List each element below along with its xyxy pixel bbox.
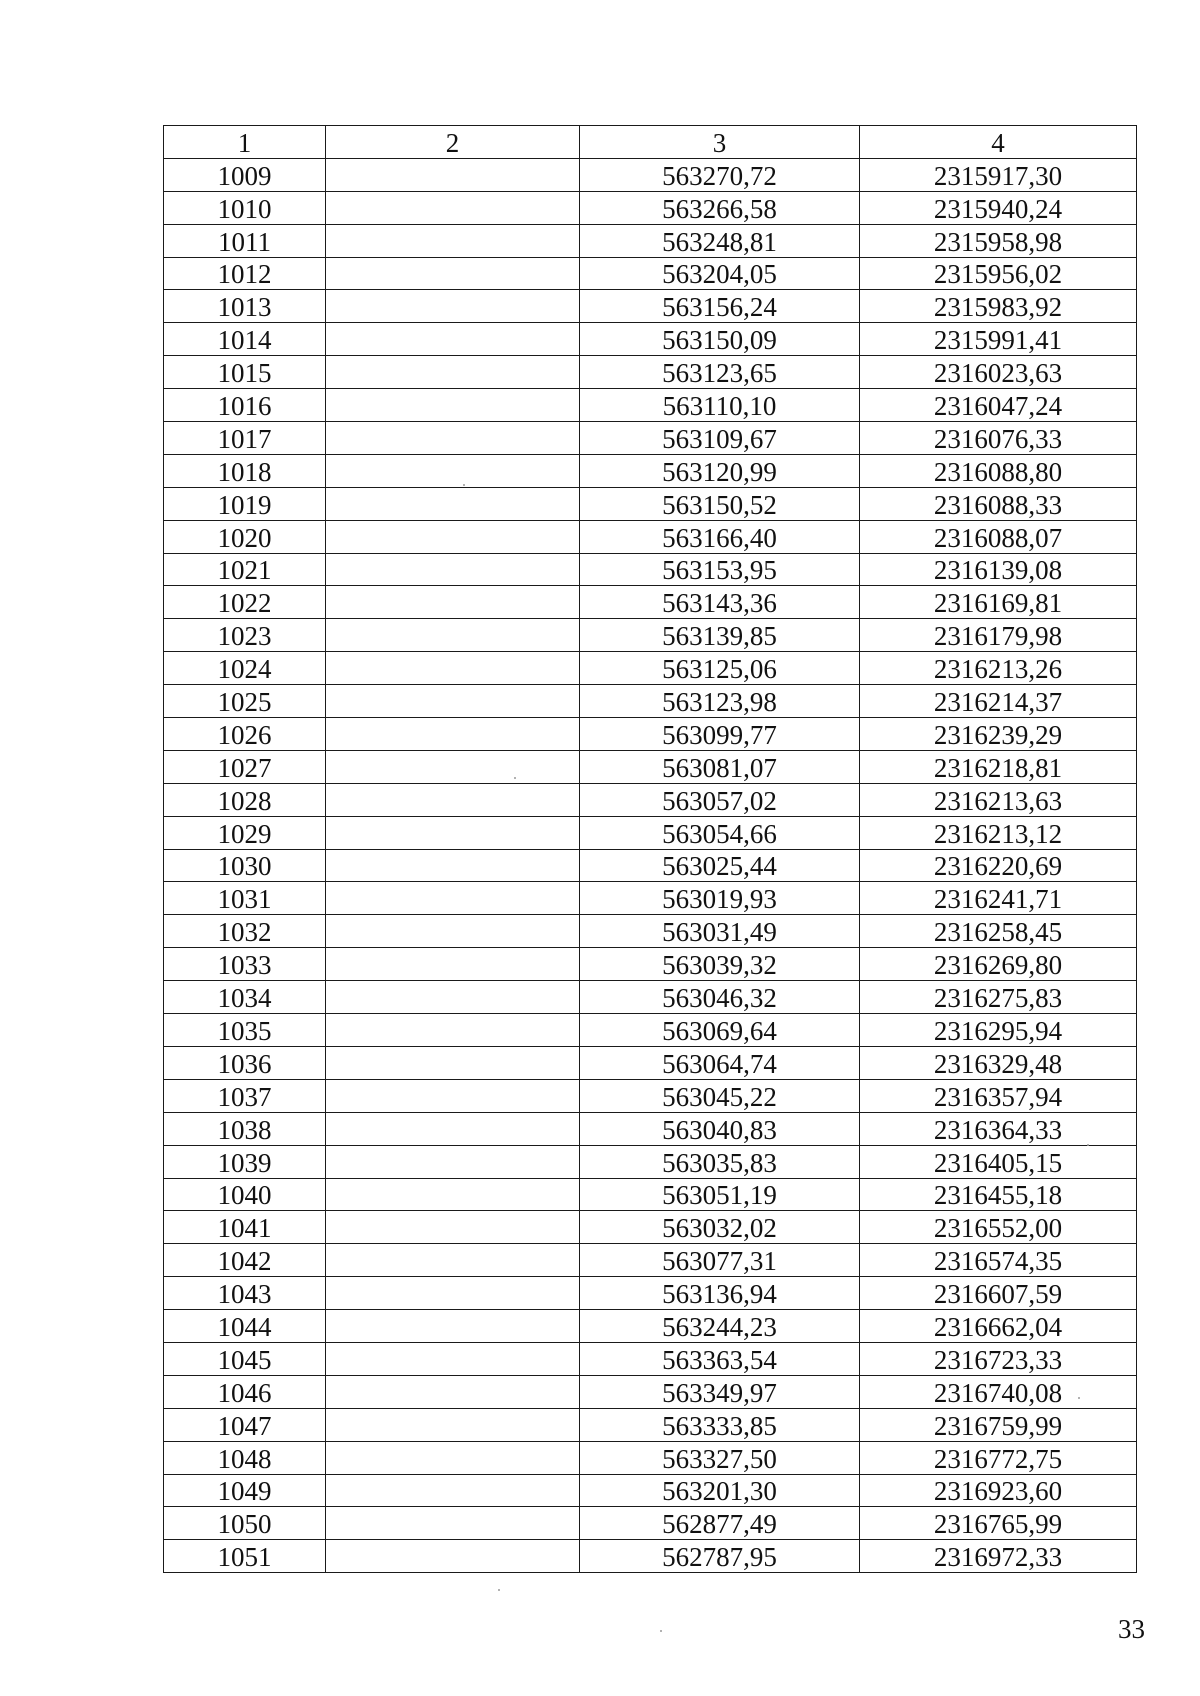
description-cell <box>326 1507 580 1540</box>
page-number: 33 <box>1118 1614 1145 1644</box>
description-cell <box>326 158 580 191</box>
x-coordinate-cell: 563139,85 <box>580 619 860 652</box>
table-row <box>164 1540 1137 1573</box>
y-coordinate-cell: 2315983,92 <box>860 290 1137 323</box>
description-cell <box>326 520 580 553</box>
description-cell <box>326 454 580 487</box>
table-row <box>164 1474 1137 1507</box>
header-row <box>164 126 1137 159</box>
table-row <box>164 422 1137 455</box>
table-row <box>164 1277 1137 1310</box>
description-cell <box>326 1112 580 1145</box>
y-coordinate-cell: 2316455,18 <box>860 1178 1137 1211</box>
table-header <box>164 126 1137 159</box>
y-coordinate-cell: 2316088,80 <box>860 454 1137 487</box>
point-number-cell: 1040 <box>164 1178 326 1211</box>
point-number-cell: 1034 <box>164 981 326 1014</box>
x-coordinate-cell: 563270,72 <box>580 158 860 191</box>
table-row <box>164 553 1137 586</box>
description-cell <box>326 224 580 257</box>
y-coordinate-cell: 2316220,69 <box>860 849 1137 882</box>
table-row <box>164 356 1137 389</box>
table-row <box>164 1046 1137 1079</box>
coordinates-table <box>163 125 1137 1573</box>
table-row <box>164 981 1137 1014</box>
y-coordinate-cell: 2315991,41 <box>860 323 1137 356</box>
scan-speck <box>514 777 516 779</box>
x-coordinate-cell: 563349,97 <box>580 1375 860 1408</box>
x-coordinate-cell: 563081,07 <box>580 750 860 783</box>
description-cell <box>326 685 580 718</box>
table-row <box>164 257 1137 290</box>
description-cell <box>326 1244 580 1277</box>
table-row <box>164 487 1137 520</box>
x-coordinate-cell: 563201,30 <box>580 1474 860 1507</box>
point-number-cell: 1045 <box>164 1342 326 1375</box>
description-cell <box>326 1342 580 1375</box>
table-row <box>164 1014 1137 1047</box>
point-number-cell: 1015 <box>164 356 326 389</box>
point-number-cell: 1020 <box>164 520 326 553</box>
y-coordinate-cell: 2316740,08 <box>860 1375 1137 1408</box>
x-coordinate-cell: 563363,54 <box>580 1342 860 1375</box>
point-number-cell: 1009 <box>164 158 326 191</box>
point-number-cell: 1044 <box>164 1310 326 1343</box>
table-row <box>164 454 1137 487</box>
x-coordinate-cell: 563109,67 <box>580 422 860 455</box>
description-cell <box>326 1178 580 1211</box>
table-row <box>164 1408 1137 1441</box>
point-number-cell: 1041 <box>164 1211 326 1244</box>
point-number-cell: 1035 <box>164 1014 326 1047</box>
table-row <box>164 915 1137 948</box>
point-number-cell: 1025 <box>164 685 326 718</box>
y-coordinate-cell: 2316269,80 <box>860 948 1137 981</box>
y-coordinate-cell: 2316088,33 <box>860 487 1137 520</box>
table-row <box>164 290 1137 323</box>
point-number-cell: 1051 <box>164 1540 326 1573</box>
point-number-cell: 1022 <box>164 586 326 619</box>
point-number-cell: 1046 <box>164 1375 326 1408</box>
x-coordinate-cell: 563077,31 <box>580 1244 860 1277</box>
description-cell <box>326 1474 580 1507</box>
x-coordinate-cell: 563136,94 <box>580 1277 860 1310</box>
y-coordinate-cell: 2316213,63 <box>860 783 1137 816</box>
description-cell <box>326 981 580 1014</box>
point-number-cell: 1026 <box>164 718 326 751</box>
y-coordinate-cell: 2316759,99 <box>860 1408 1137 1441</box>
x-coordinate-cell: 563150,52 <box>580 487 860 520</box>
x-coordinate-cell: 563327,50 <box>580 1441 860 1474</box>
description-cell <box>326 191 580 224</box>
point-number-cell: 1050 <box>164 1507 326 1540</box>
table-row <box>164 1145 1137 1178</box>
table-row <box>164 718 1137 751</box>
y-coordinate-cell: 2315940,24 <box>860 191 1137 224</box>
description-cell <box>326 586 580 619</box>
y-coordinate-cell: 2316088,07 <box>860 520 1137 553</box>
y-coordinate-cell: 2316364,33 <box>860 1112 1137 1145</box>
y-coordinate-cell: 2316023,63 <box>860 356 1137 389</box>
table-row <box>164 849 1137 882</box>
y-coordinate-cell: 2316275,83 <box>860 981 1137 1014</box>
table-row <box>164 1244 1137 1277</box>
table-row <box>164 1079 1137 1112</box>
y-coordinate-cell: 2316765,99 <box>860 1507 1137 1540</box>
x-coordinate-cell: 563032,02 <box>580 1211 860 1244</box>
y-coordinate-cell: 2316574,35 <box>860 1244 1137 1277</box>
description-cell <box>326 783 580 816</box>
point-number-cell: 1012 <box>164 257 326 290</box>
x-coordinate-cell: 563166,40 <box>580 520 860 553</box>
x-coordinate-cell: 563120,99 <box>580 454 860 487</box>
point-number-cell: 1023 <box>164 619 326 652</box>
y-coordinate-cell: 2316258,45 <box>860 915 1137 948</box>
description-cell <box>326 1408 580 1441</box>
x-coordinate-cell: 563248,81 <box>580 224 860 257</box>
table-row <box>164 224 1137 257</box>
y-coordinate-cell: 2316405,15 <box>860 1145 1137 1178</box>
description-cell <box>326 948 580 981</box>
point-number-cell: 1018 <box>164 454 326 487</box>
description-cell <box>326 422 580 455</box>
x-coordinate-cell: 563123,65 <box>580 356 860 389</box>
point-number-cell: 1048 <box>164 1441 326 1474</box>
point-number-cell: 1043 <box>164 1277 326 1310</box>
table-row <box>164 1441 1137 1474</box>
point-number-cell: 1014 <box>164 323 326 356</box>
y-coordinate-cell: 2315958,98 <box>860 224 1137 257</box>
y-coordinate-cell: 2316179,98 <box>860 619 1137 652</box>
y-coordinate-cell: 2316213,12 <box>860 816 1137 849</box>
x-coordinate-cell: 563057,02 <box>580 783 860 816</box>
x-coordinate-cell: 563069,64 <box>580 1014 860 1047</box>
x-coordinate-cell: 562877,49 <box>580 1507 860 1540</box>
description-cell <box>326 1441 580 1474</box>
description-cell <box>326 1310 580 1343</box>
point-number-cell: 1031 <box>164 882 326 915</box>
x-coordinate-cell: 563110,10 <box>580 389 860 422</box>
point-number-cell: 1016 <box>164 389 326 422</box>
x-coordinate-cell: 563039,32 <box>580 948 860 981</box>
table-row <box>164 816 1137 849</box>
point-number-cell: 1032 <box>164 915 326 948</box>
scan-speck <box>660 1630 662 1632</box>
x-coordinate-cell: 563204,05 <box>580 257 860 290</box>
point-number-cell: 1047 <box>164 1408 326 1441</box>
description-cell <box>326 1211 580 1244</box>
point-number-cell: 1036 <box>164 1046 326 1079</box>
point-number-cell: 1029 <box>164 816 326 849</box>
x-coordinate-cell: 563046,32 <box>580 981 860 1014</box>
table-row <box>164 1112 1137 1145</box>
table-row <box>164 750 1137 783</box>
y-coordinate-cell: 2316214,37 <box>860 685 1137 718</box>
y-coordinate-cell: 2316772,75 <box>860 1441 1137 1474</box>
scan-speck <box>1078 1397 1080 1399</box>
description-cell <box>326 718 580 751</box>
table-row <box>164 1178 1137 1211</box>
description-cell <box>326 1079 580 1112</box>
scan-speck <box>498 1589 500 1591</box>
description-cell <box>326 356 580 389</box>
table-row <box>164 882 1137 915</box>
table-row <box>164 323 1137 356</box>
x-coordinate-cell: 563143,36 <box>580 586 860 619</box>
table-row <box>164 783 1137 816</box>
y-coordinate-cell: 2316295,94 <box>860 1014 1137 1047</box>
table-row <box>164 1507 1137 1540</box>
y-coordinate-cell: 2315917,30 <box>860 158 1137 191</box>
x-coordinate-cell: 563031,49 <box>580 915 860 948</box>
x-coordinate-cell: 563244,23 <box>580 1310 860 1343</box>
description-cell <box>326 553 580 586</box>
x-coordinate-cell: 563125,06 <box>580 652 860 685</box>
point-number-cell: 1021 <box>164 553 326 586</box>
table-row <box>164 1375 1137 1408</box>
point-number-cell: 1049 <box>164 1474 326 1507</box>
y-coordinate-cell: 2316329,48 <box>860 1046 1137 1079</box>
table-row <box>164 948 1137 981</box>
description-cell <box>326 750 580 783</box>
x-coordinate-cell: 563064,74 <box>580 1046 860 1079</box>
description-cell <box>326 1046 580 1079</box>
table-row <box>164 520 1137 553</box>
description-cell <box>326 816 580 849</box>
table-row <box>164 652 1137 685</box>
point-number-cell: 1039 <box>164 1145 326 1178</box>
x-coordinate-cell: 563035,83 <box>580 1145 860 1178</box>
description-cell <box>326 1014 580 1047</box>
point-number-cell: 1013 <box>164 290 326 323</box>
x-coordinate-cell: 563153,95 <box>580 553 860 586</box>
x-coordinate-cell: 563156,24 <box>580 290 860 323</box>
x-coordinate-cell: 563040,83 <box>580 1112 860 1145</box>
y-coordinate-cell: 2316357,94 <box>860 1079 1137 1112</box>
table-row <box>164 191 1137 224</box>
description-cell <box>326 1540 580 1573</box>
x-coordinate-cell: 563266,58 <box>580 191 860 224</box>
y-coordinate-cell: 2316607,59 <box>860 1277 1137 1310</box>
description-cell <box>326 257 580 290</box>
description-cell <box>326 1277 580 1310</box>
y-coordinate-cell: 2316139,08 <box>860 553 1137 586</box>
point-number-cell: 1024 <box>164 652 326 685</box>
point-number-cell: 1033 <box>164 948 326 981</box>
y-coordinate-cell: 2316047,24 <box>860 389 1137 422</box>
y-coordinate-cell: 2316213,26 <box>860 652 1137 685</box>
x-coordinate-cell: 563333,85 <box>580 1408 860 1441</box>
x-coordinate-cell: 562787,95 <box>580 1540 860 1573</box>
table-row <box>164 1342 1137 1375</box>
y-coordinate-cell: 2316169,81 <box>860 586 1137 619</box>
description-cell <box>326 290 580 323</box>
column-header-4: 4 <box>860 126 1137 159</box>
table-row <box>164 1310 1137 1343</box>
point-number-cell: 1030 <box>164 849 326 882</box>
y-coordinate-cell: 2316241,71 <box>860 882 1137 915</box>
description-cell <box>326 487 580 520</box>
table-row <box>164 619 1137 652</box>
x-coordinate-cell: 563025,44 <box>580 849 860 882</box>
point-number-cell: 1028 <box>164 783 326 816</box>
point-number-cell: 1017 <box>164 422 326 455</box>
point-number-cell: 1011 <box>164 224 326 257</box>
y-coordinate-cell: 2316218,81 <box>860 750 1137 783</box>
description-cell <box>326 882 580 915</box>
scan-speck <box>1087 1144 1089 1146</box>
table-row <box>164 158 1137 191</box>
x-coordinate-cell: 563051,19 <box>580 1178 860 1211</box>
x-coordinate-cell: 563019,93 <box>580 882 860 915</box>
description-cell <box>326 619 580 652</box>
point-number-cell: 1038 <box>164 1112 326 1145</box>
y-coordinate-cell: 2316552,00 <box>860 1211 1137 1244</box>
y-coordinate-cell: 2316723,33 <box>860 1342 1137 1375</box>
x-coordinate-cell: 563099,77 <box>580 718 860 751</box>
point-number-cell: 1010 <box>164 191 326 224</box>
point-number-cell: 1027 <box>164 750 326 783</box>
table-body <box>164 158 1137 1572</box>
table-row <box>164 389 1137 422</box>
x-coordinate-cell: 563123,98 <box>580 685 860 718</box>
column-header-3: 3 <box>580 126 860 159</box>
description-cell <box>326 323 580 356</box>
point-number-cell: 1019 <box>164 487 326 520</box>
y-coordinate-cell: 2316923,60 <box>860 1474 1137 1507</box>
column-header-1: 1 <box>164 126 326 159</box>
scan-speck <box>463 484 465 486</box>
description-cell <box>326 1375 580 1408</box>
y-coordinate-cell: 2315956,02 <box>860 257 1137 290</box>
column-header-2: 2 <box>326 126 580 159</box>
table-row <box>164 586 1137 619</box>
description-cell <box>326 1145 580 1178</box>
description-cell <box>326 915 580 948</box>
table-row <box>164 1211 1137 1244</box>
x-coordinate-cell: 563045,22 <box>580 1079 860 1112</box>
description-cell <box>326 849 580 882</box>
y-coordinate-cell: 2316972,33 <box>860 1540 1137 1573</box>
x-coordinate-cell: 563150,09 <box>580 323 860 356</box>
point-number-cell: 1037 <box>164 1079 326 1112</box>
y-coordinate-cell: 2316662,04 <box>860 1310 1137 1343</box>
y-coordinate-cell: 2316076,33 <box>860 422 1137 455</box>
description-cell <box>326 389 580 422</box>
x-coordinate-cell: 563054,66 <box>580 816 860 849</box>
table-row <box>164 685 1137 718</box>
description-cell <box>326 652 580 685</box>
point-number-cell: 1042 <box>164 1244 326 1277</box>
y-coordinate-cell: 2316239,29 <box>860 718 1137 751</box>
